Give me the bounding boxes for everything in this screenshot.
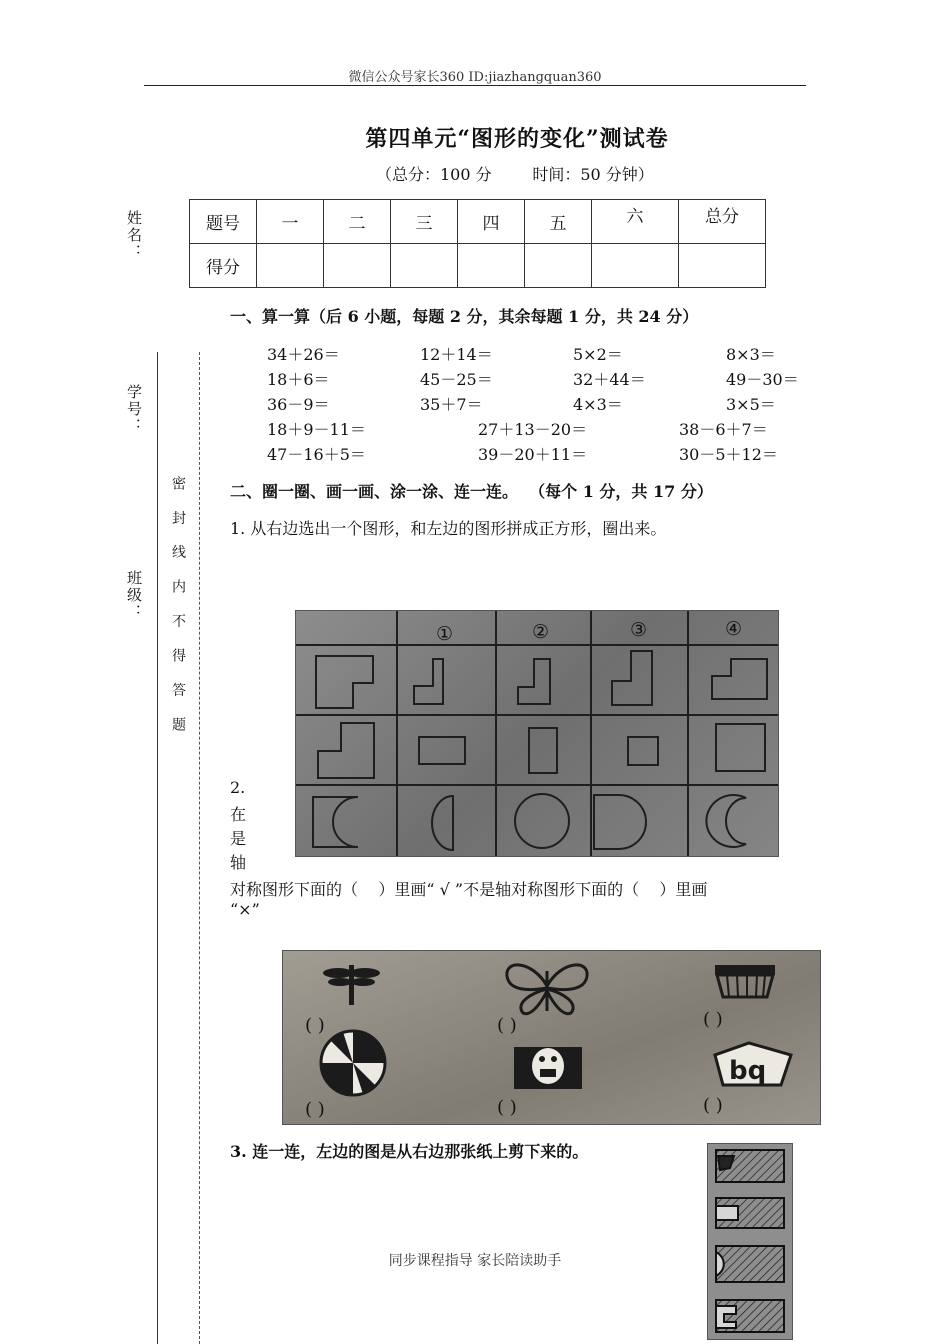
page-footer: 同步课程指导 家长陪读助手 <box>388 1253 562 1269</box>
page-title: 第四单元“图形的变化”测试卷 <box>365 126 669 152</box>
header-rule <box>144 85 806 86</box>
calc-item: 27＋13－20＝ <box>478 420 588 439</box>
calc-item: 12＋14＝ <box>420 345 493 364</box>
answer-bracket[interactable]: ( ) <box>703 1095 723 1116</box>
robot-face-icon <box>514 1047 582 1089</box>
calc-item: 4×3＝ <box>573 395 623 414</box>
cut-paper-photo <box>707 1143 793 1340</box>
question-2-number: 2. <box>230 778 246 797</box>
option-label: ① <box>436 623 454 645</box>
fan-icon <box>715 965 775 997</box>
question-1-text: 1. 从右边选出一个图形，和左边的图形拼成正方形，圈出来。 <box>230 519 667 538</box>
answer-bracket[interactable]: ( ) <box>703 1009 723 1030</box>
calc-item: 39－20＋11＝ <box>478 445 588 464</box>
symmetry-figures-photo <box>282 950 821 1125</box>
question-2-char: 是 <box>230 829 247 848</box>
score-input-cell[interactable] <box>592 244 679 288</box>
dragonfly-icon <box>323 965 380 1005</box>
seal-line-notice: 密 封 线 内 不 得 答 题 <box>170 476 186 740</box>
score-input-cell[interactable] <box>458 244 525 288</box>
calc-item: 36－9＝ <box>267 395 330 414</box>
score-input-cell[interactable] <box>324 244 391 288</box>
section2-heading: 二、圈一圈、画一画、涂一涂、连一连。 （每个 1 分，共 17 分） <box>230 482 713 501</box>
calc-item: 5×2＝ <box>573 345 623 364</box>
calc-item: 35＋7＝ <box>420 395 483 414</box>
student-id-label: 学号： <box>125 384 143 435</box>
score-table-header-cell: 五 <box>525 200 592 244</box>
calc-item: 3×5＝ <box>726 395 776 414</box>
calc-item: 18＋6＝ <box>267 370 330 389</box>
butterfly-icon <box>507 965 587 1014</box>
answer-bracket[interactable]: ( ) <box>305 1099 325 1120</box>
pentagon-bq-icon <box>715 1043 791 1086</box>
calc-item: 47－16＋5＝ <box>267 445 366 464</box>
score-table-header-cell: 一 <box>257 200 324 244</box>
score-input-cell[interactable] <box>525 244 592 288</box>
calc-item: 32＋44＝ <box>573 370 646 389</box>
score-input-cell[interactable] <box>257 244 324 288</box>
score-table-header-cell: 四 <box>458 200 525 244</box>
question-2-char: 在 <box>230 805 247 824</box>
score-input-cell[interactable] <box>391 244 458 288</box>
symmetry-figures <box>283 951 820 1124</box>
page-header: 微信公众号家长360 ID:jiazhangquan360 <box>348 70 602 85</box>
option-label: ② <box>532 621 550 643</box>
class-label: 班级： <box>125 570 143 621</box>
score-input-cell[interactable] <box>679 244 766 288</box>
calc-item: 38－6＋7＝ <box>679 420 768 439</box>
pinwheel-icon <box>321 1031 385 1095</box>
option-label: ③ <box>630 619 648 641</box>
name-label: 姓名： <box>125 210 143 261</box>
question-2-text: 对称图形下面的（ ）里画“ √ ”不是轴对称图形下面的（ ）里画 <box>230 880 708 899</box>
calc-item: 8×3＝ <box>726 345 776 364</box>
answer-bracket[interactable]: ( ) <box>497 1015 517 1036</box>
score-table-label-cell: 得分 <box>190 244 257 288</box>
question-3-text: 3. 连一连，左边的图是从右边那张纸上剪下来的。 <box>230 1142 589 1161</box>
question-2-char: 轴 <box>230 853 247 872</box>
shape-grid-photo <box>295 610 779 857</box>
answer-bracket[interactable]: ( ) <box>497 1097 517 1118</box>
question-2-text-cont: “×” <box>230 900 260 919</box>
score-table-header-cell: 总分 <box>679 200 766 244</box>
answer-bracket[interactable]: ( ) <box>305 1015 325 1036</box>
calc-item: 30－5＋12＝ <box>679 445 778 464</box>
cut-paper-figures <box>708 1144 792 1339</box>
score-table-header-cell: 二 <box>324 200 391 244</box>
calc-item: 18＋9－11＝ <box>267 420 366 439</box>
shape-grid-figure <box>296 611 778 856</box>
score-table-header-cell: 三 <box>391 200 458 244</box>
seal-line <box>199 352 200 1344</box>
calc-item: 45－25＝ <box>420 370 493 389</box>
option-label: ④ <box>725 618 743 640</box>
exam-info: （总分：100 分 时间：50 分钟） <box>376 165 654 184</box>
binding-line <box>157 352 158 1344</box>
calc-item: 34＋26＝ <box>267 345 340 364</box>
bq-text: bq <box>729 1056 767 1086</box>
score-table-header-cell: 六 <box>592 200 679 244</box>
section1-heading: 一、算一算（后 6 小题，每题 2 分，其余每题 1 分，共 24 分） <box>230 307 699 326</box>
score-table <box>189 199 766 288</box>
calc-item: 49－30＝ <box>726 370 799 389</box>
score-table-header-cell: 题号 <box>190 200 257 244</box>
